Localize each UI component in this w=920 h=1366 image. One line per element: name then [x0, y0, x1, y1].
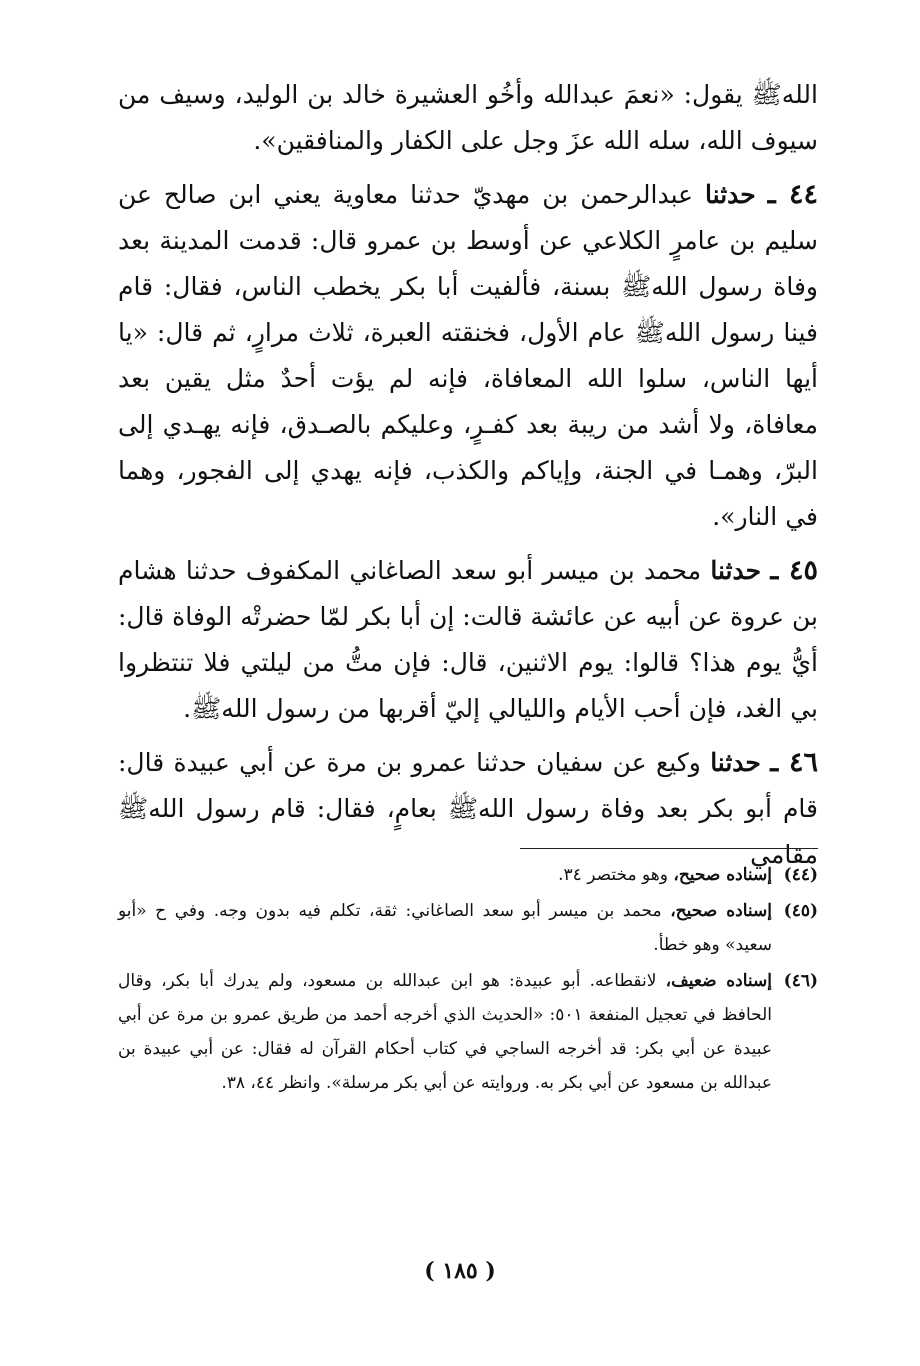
footnote-separator: [520, 848, 818, 849]
continued-paragraph: اللهﷺ يقول: «نعمَ عبدالله وأخُو العشيرة خالد بن الوليد، وسيف من سيوف الله، سله الله عزَ وجل على الكفار والمنافقين».: [118, 80, 818, 155]
footnote-number: (٤٥): [783, 901, 818, 921]
main-text: [118, 72, 818, 886]
footnote-text: وهو مختصر ٣٤.: [558, 865, 668, 885]
hadith-number: ٤٦ ـ: [770, 747, 819, 778]
footnote-text: محمد بن ميسر أبو سعد الصاغاني: ثقة، تكلم فيه بدون وجه. وفي ح «أبو سعيد» وهو خطأ.: [118, 901, 772, 955]
footnote-grade: إسناده صحيح،: [670, 901, 773, 921]
hadith-44: [118, 172, 818, 540]
hadith-number: ٤٤ ـ: [767, 179, 819, 210]
hadith-text: وكيع عن سفيان حدثنا عمرو بن مرة عن أبي عبيدة قال: قام أبو بكر بعد وفاة رسول اللهﷺ بعامٍ، فقال: قام رسول اللهﷺ مقامي: [118, 748, 818, 869]
hadith-lead-word: حدثنا: [710, 748, 761, 777]
footnote-number: (٤٦): [783, 971, 818, 991]
footnote-46: [118, 964, 818, 1100]
hadith-text: عبدالرحمن بن مهديّ حدثنا معاوية يعني ابن صالح عن سليم بن عامرٍ الكلاعي عن أوسط بن عمرو قال: قدمت المدينة بعد وفاة رسول اللهﷺ بسنة، فألفيت أبا بكر يخطب الناس، فقال: قام فينا رسول اللهﷺ عام الأول، فخنقته العبرة، ثلاث مرارٍ، ثم قال: «يا أيها الناس، سلوا الله المعافاة، فإنه لم يؤت أحدٌ مثل يقين بعد معافاة، ولا أشد من ريبة بعد كفـرٍ، وعليكم بالصـدق، فإنه يهـدي إلى البرّ، وهمـا في الجنة، وإياكم والكذب، فإنه يهدي إلى الفجور، وهما في النار».: [118, 180, 818, 531]
footnotes: [118, 858, 818, 1102]
hadith-45: [118, 548, 818, 732]
hadith-lead-word: حدثنا: [710, 556, 762, 585]
hadith-lead-word: حدثنا: [705, 180, 756, 209]
footnote-grade: إسناده ضعيف،: [665, 971, 772, 991]
footnote-number: (٤٤): [783, 865, 818, 885]
footnote-text: لانقطاعه. أبو عبيدة: هو ابن عبدالله بن مسعود، ولم يدرك أبا بكر، وقال الحافظ في تعجيل المنفعة ٥٠١: «الحديث الذي أخرجه أحمد من طريق عمرو بن مرة عن أبي عبيدة عن أبي بكر: قد أخرجه الساجي في كتاب أحكام القرآن له فقال: عن أبي عبيدة بن عبدالله بن مسعود عن أبي بكر به. وروايته عن أبي بكر مرسلة». وانظر ٤٤، ٣٨.: [118, 971, 772, 1093]
footnote-44: [118, 858, 818, 892]
hadith-number: ٤٥ ـ: [770, 555, 818, 586]
footnote-grade: إسناده صحيح،: [673, 865, 772, 885]
hadith-text: محمد بن ميسر أبو سعد الصاغاني المكفوف حدثنا هشام بن عروة عن أبيه عن عائشة قالت: إن أبا بكر لمّا حضرتْه الوفاة قال: أيُّ يوم هذا؟ قالوا: يوم الاثنين، قال: فإن متُّ من ليلتي فلا تنتظروا بي الغد، فإن أحب الأيام والليالي إليّ أقربها من رسول اللهﷺ.: [118, 556, 818, 723]
footnote-45: [118, 894, 818, 962]
page-number: ( ١٨٥ ): [424, 1258, 496, 1284]
